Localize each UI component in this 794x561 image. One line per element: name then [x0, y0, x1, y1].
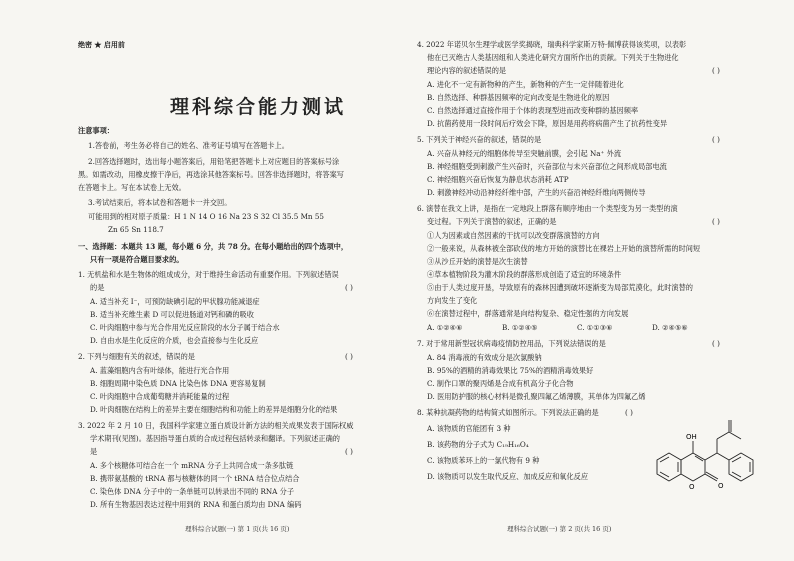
q4-stem-b: 他在已灭绝古人类基因组和人类进化研究方面所作出的贡献。下列关于生物进化 [427, 53, 679, 62]
page-title: 理科综合能力测试 [170, 96, 347, 118]
q7-option-b: B. 95%的酒精的消毒效果比 75%的酒精消毒效果好 [427, 366, 594, 375]
q2-option-a: A. 蓝藻细胞内含有叶绿体，能进行光合作用 [90, 366, 230, 375]
q4-option-b: B. 自然选择、种群基因频率的定向改变是生物进化的原因 [427, 93, 610, 102]
footer-left: 理科综合试题(一) 第 1 页(共 16 页) [185, 525, 290, 533]
q1-stem-a: 1. 无机盐和水是生物体的组成成分，对于维持生命活动有重要作用。下列叙述错误 [78, 270, 339, 279]
q6-item-2: ②一般来说，从森林被全部砍伐的地方开始的演替比在裸岩上开始的演替所需的时间短 [427, 244, 701, 253]
note-2b: 黑。如需改动，用橡皮擦干净后，再选涂其他答案标号。回答非选择题时，将答案写 [78, 170, 344, 179]
q6-option-c: C. ①①③⑥ [577, 323, 613, 332]
q3-option-b: B. 携带氨基酸的 tRNA 都与核糖体的同一个 tRNA 结合位点结合 [90, 474, 300, 483]
atomic-masses-2: Zn 65 Sn 118.7 [108, 225, 164, 234]
q8-stem: 8. 某种抗凝药物的结构简式如图所示。下列说法正确的是 [417, 408, 599, 417]
q4-option-d: D. 抗菌药使用一段时间后疗效会下降，原因是用药将病菌产生了抗药性变异 [427, 119, 668, 128]
note-2a: 2.回答选择题时，选出每小题答案后，用铅笔把答题卡上对应题目的答案标号涂 [88, 157, 340, 166]
section-1-a: 一、选择题：本题共 13 题，每小题 6 分，共 78 分。在每小题给出的四个选项中， [78, 242, 349, 251]
q2-answer-paren: ( ) [345, 352, 353, 361]
q1-option-b: B. 适当补充维生素 D 可以促进肠道对钙和磷的吸收 [90, 310, 254, 319]
q6-option-a: A. ①②④⑥ [427, 323, 463, 332]
q2-option-b: B. 细胞周期中染色质 DNA 比染色体 DNA 更容易复制 [90, 379, 266, 388]
q7-option-a: A. 84 消毒液的有效成分是次氯酸钠 [427, 353, 542, 362]
q7-option-d: D. 医用防护服的核心材料是微孔聚四氟乙烯薄膜，其单体为四氟乙烯 [427, 392, 646, 401]
q6-item-5b: 方向发生了变化 [427, 296, 478, 305]
q5-option-b: B. 神经细胞受到刺激产生兴奋时，兴奋部位与未兴奋部位之间形成局部电流 [427, 162, 667, 171]
q2-option-c: C. 叶肉细胞中合成葡萄糖并消耗能量的过程 [90, 392, 230, 401]
molecule-structure-diagram [637, 415, 762, 510]
q3-answer-paren: ( ) [345, 447, 353, 456]
mol-ring-o-label: O [689, 483, 695, 491]
q8-option-c: C. 该物质苯环上的一氯代物有 9 种 [427, 456, 540, 465]
q5-option-a: A. 兴奋从神经元的细胞体传导至突触前膜，会引起 Na⁺ 外流 [427, 149, 622, 158]
note-1: 1.答卷前，考生务必将自己的姓名、准考证号填写在答题卡上。 [88, 141, 289, 150]
q6-item-6: ⑥在演替过程中，群落通常是向结构复杂、稳定性强的方向发展 [427, 309, 629, 318]
pyranone-ring [681, 453, 705, 481]
q5-option-d: D. 刺激神经冲动沿神经纤维中部，产生的兴奋沿神经纤维向两侧传导 [427, 188, 646, 197]
q3-option-a: A. 多个核糖体可结合在一个 mRNA 分子上共同合成一条多肽链 [90, 461, 294, 470]
q6-answer-paren: ( ) [712, 217, 720, 226]
q8-option-d: D. 该物质可以发生取代反应、加成反应和氧化反应 [427, 472, 589, 481]
note-2c: 在答题卡上。写在本试卷上无效。 [78, 183, 186, 192]
q7-answer-paren: ( ) [712, 339, 720, 348]
q6-item-4: ④草本植物阶段为灌木阶段的群落形成创造了适宜的环境条件 [427, 270, 622, 279]
q8-answer-paren: ( ) [625, 408, 633, 417]
q1-option-c: C. 叶肉细胞中参与光合作用光反应阶段的水分子属于结合水 [90, 323, 280, 332]
q6-item-1: ①人为因素或自然因素的干扰可以改变群落演替的方向 [427, 231, 600, 240]
q4-option-c: C. 自然选择通过直接作用于个体的表现型进而改变种群的基因频率 [427, 106, 639, 115]
q4-stem-a: 4. 2022 年诺贝尔生理学或医学奖揭晓，瑞典科学家斯万特·佩博获得该奖项，以表彰 [417, 40, 687, 49]
q2-stem: 2. 下列与细胞有关的叙述，错误的是 [78, 352, 195, 361]
secret-label: 绝密 ★ 启用前 [78, 40, 125, 49]
q6-stem-a: 6. 演替在我文上讲，是指在一定地段上群落有顺序地由一个类型变为另一类型的演 [417, 204, 678, 213]
q1-answer-paren: ( ) [345, 283, 353, 292]
mol-carbonyl-o-label: O [718, 482, 724, 490]
mol-oh-label: OH [686, 433, 697, 441]
q4-answer-paren: ( ) [712, 66, 720, 75]
q8-option-b: B. 该药物的分子式为 C₁₉H₁₆O₄ [427, 440, 529, 449]
q6-item-5a: ⑤由于人类过度开垦，导致原有的森林因遭到破坏逐渐变为局部荒漠化，此时演替的 [427, 283, 693, 292]
section-1-b: 只有一项是符合题目要求的。 [90, 255, 184, 264]
q5-option-c: C. 神经细胞兴奋后恢复为静息状态消耗 ATP [427, 175, 569, 184]
q4-stem-c: 理论内容的叙述错误的是 [427, 66, 507, 75]
q6-stem-b: 变过程。下列关于演替的叙述，正确的是 [427, 217, 557, 226]
q3-option-d: D. 所有生物基因表达过程中用到的 RNA 和蛋白质均由 DNA 编码 [90, 500, 302, 509]
q6-option-d: D. ②④⑤⑥ [652, 323, 688, 332]
q3-stem-a: 3. 2022 年 2 月 10 日，我国科学家建立蛋白质设计新方法的相关成果发表于国际权威 [78, 421, 354, 430]
q1-option-d: D. 自由水是生化反应的介质，也会直接参与生化反应 [90, 336, 259, 345]
q3-stem-c: 是 [90, 447, 98, 456]
q6-item-3: ③从沙丘开始的演替是次生演替 [427, 257, 528, 266]
q1-stem-b: 的是 [90, 283, 105, 292]
q7-stem: 7. 对于常用新型冠状病毒疫情防控用品，下列说法错误的是 [417, 339, 606, 348]
notes-heading: 注意事项： [78, 126, 114, 135]
footer-right: 理科综合试题(一) 第 2 页(共 16 页) [507, 525, 612, 533]
q3-option-c: C. 染色体 DNA 分子中的一条单链可以转录出不同的 RNA 分子 [90, 487, 295, 496]
q7-option-c: C. 制作口罩的聚丙烯是合成有机高分子化合物 [427, 379, 574, 388]
note-3: 3.考试结束后，将本试卷和答题卡一并交回。 [88, 198, 232, 207]
q6-option-b: B. ①②④⑤ [502, 323, 538, 332]
q5-answer-paren: ( ) [712, 135, 720, 144]
atomic-masses: 可能用到的相对原子质量：H 1 N 14 O 16 Na 23 S 32 Cl 35.5 Mn 55 [88, 212, 324, 221]
q5-stem: 5. 下列关于神经兴奋的叙述，错误的是 [417, 135, 542, 144]
q2-option-d: D. 叶肉细胞在结构上的差异主要在细胞结构和功能上的差异是细胞分化的结果 [90, 405, 338, 414]
q4-option-a: A. 进化不一定有新物种的产生，新物种的产生一定伴随着进化 [427, 80, 624, 89]
right-column [397, 0, 794, 561]
q1-option-a: A. 适当补充 I⁻，可预防缺碘引起的甲状腺功能减退症 [90, 297, 260, 306]
q8-option-a: A. 该物质的官能团有 3 种 [427, 424, 511, 433]
q3-stem-b: 学术期刊(见图)。基因指导蛋白质的合成过程包括转录和翻译。下列叙述正确的 [90, 434, 340, 443]
